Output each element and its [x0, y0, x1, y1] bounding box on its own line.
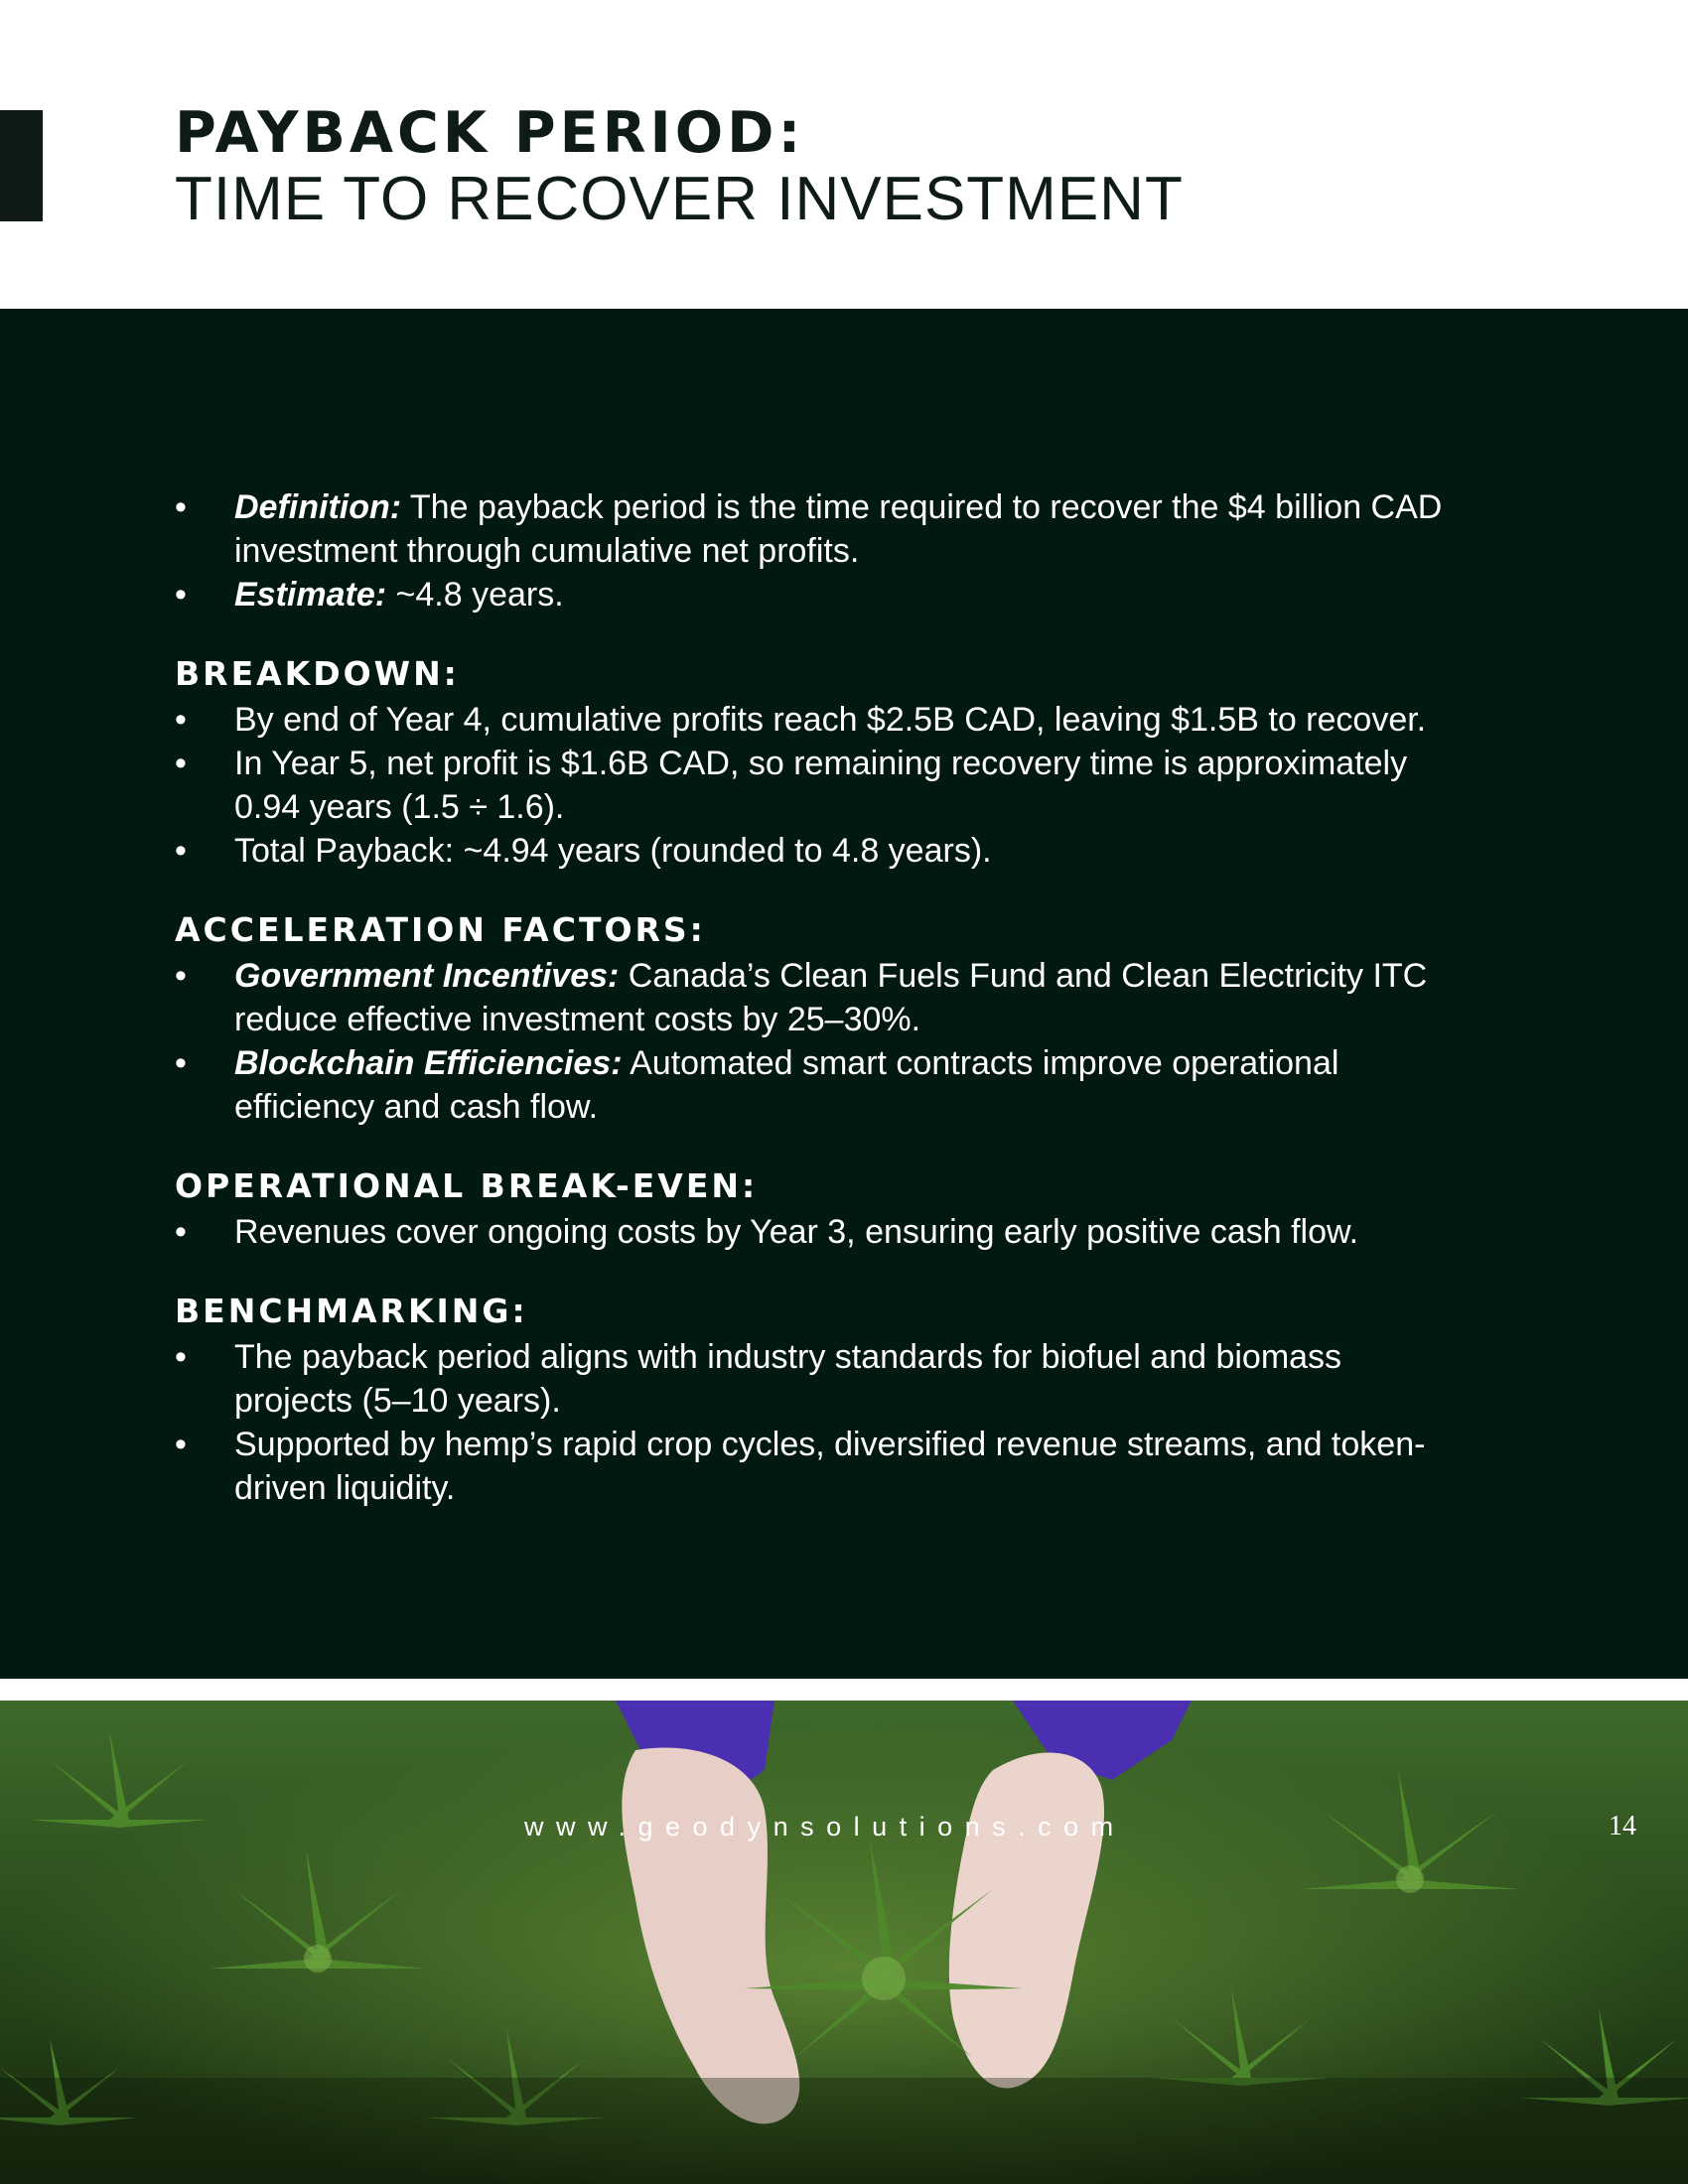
bullet: •: [175, 832, 187, 870]
content-panel: [0, 309, 1688, 1679]
list-item: [175, 742, 1466, 829]
hemp-photo-illustration: [0, 1701, 1688, 2184]
break-even-list: [175, 1210, 1466, 1254]
item-lead: Estimate:: [234, 576, 387, 614]
item-text: Revenues cover ongoing costs by Year 3, ensuring early positive cash flow.: [234, 1213, 1359, 1251]
bullet: •: [175, 745, 187, 782]
item-text: Canada’s Clean Fuels Fund and Clean Electricity ITC reduce effective investment costs by 25–30%.: [234, 957, 1428, 1038]
hemp-plants-photo: [0, 1701, 1688, 2184]
page-subtitle: TIME TO RECOVER INVESTMENT: [175, 165, 1184, 233]
list-item: [175, 698, 1466, 742]
benchmarking-list: [175, 1335, 1466, 1510]
section-heading-benchmarking: BENCHMARKING:: [175, 1292, 528, 1330]
bullet: •: [175, 576, 187, 614]
bullet: •: [175, 488, 187, 526]
list-item: [175, 954, 1466, 1041]
item-lead: Definition:: [234, 488, 402, 526]
bullet: •: [175, 1213, 187, 1251]
item-text: In Year 5, net profit is $1.6B CAD, so remaining recovery time is approximately 0.94 years (1.5 ÷ 1.6).: [234, 745, 1408, 826]
item-text: Total Payback: ~4.94 years (rounded to 4.8 years).: [234, 832, 992, 870]
footer-website: www.geodynsolutions.com: [524, 1812, 1126, 1842]
item-text: ~4.8 years.: [386, 576, 564, 614]
item-text: Automated smart contracts improve operational efficiency and cash flow.: [234, 1044, 1339, 1126]
accent-bar: [0, 110, 43, 221]
list-item: [175, 1210, 1466, 1254]
item-lead: Government Incentives:: [234, 957, 620, 995]
section-heading-break-even: OPERATIONAL BREAK-EVEN:: [175, 1166, 759, 1205]
section-heading-acceleration: ACCELERATION FACTORS:: [175, 910, 706, 949]
bullet: •: [175, 1338, 187, 1376]
breakdown-list: [175, 698, 1466, 873]
list-item: [175, 829, 1466, 873]
item-lead: Blockchain Efficiencies:: [234, 1044, 623, 1082]
section-heading-breakdown: BREAKDOWN:: [175, 654, 460, 693]
list-item: [175, 1335, 1466, 1423]
intro-list: [175, 485, 1466, 616]
list-item-estimate: [175, 573, 1466, 616]
list-item: [175, 1041, 1466, 1129]
bullet: •: [175, 701, 187, 739]
page-title: PAYBACK PERIOD:: [175, 100, 805, 166]
item-text: By end of Year 4, cumulative profits reach $2.5B CAD, leaving $1.5B to recover.: [234, 701, 1427, 739]
acceleration-list: [175, 954, 1466, 1129]
content-body: [175, 485, 1466, 1510]
list-item-definition: [175, 485, 1466, 573]
item-text: The payback period aligns with industry standards for biofuel and biomass projects (5–10 years).: [234, 1338, 1342, 1420]
bullet: •: [175, 1044, 187, 1082]
bullet: •: [175, 1426, 187, 1463]
list-item: [175, 1423, 1466, 1510]
item-text: Supported by hemp’s rapid crop cycles, diversified revenue streams, and token-driven liquidity.: [234, 1426, 1426, 1507]
bullet: •: [175, 957, 187, 995]
item-text: The payback period is the time required to recover the $4 billion CAD investment through cumulative net profits.: [234, 488, 1443, 570]
page-number: 14: [1609, 1811, 1636, 1842]
